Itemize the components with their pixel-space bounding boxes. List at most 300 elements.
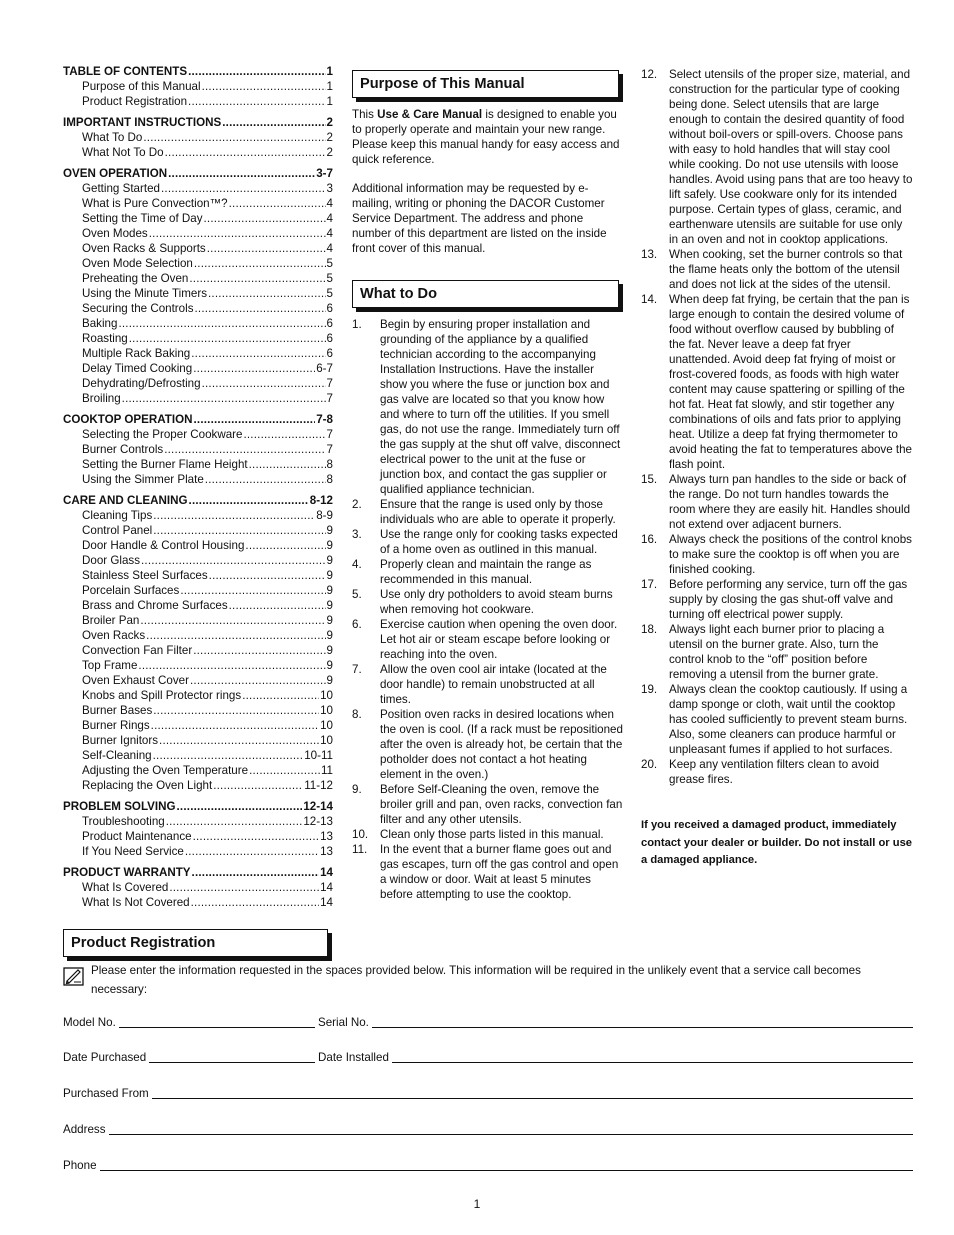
toc-leader-dots	[189, 271, 325, 286]
item-number: 7.	[352, 663, 362, 676]
toc-entry-title: PRODUCT WARRANTY	[63, 866, 191, 879]
left-column	[63, 64, 333, 957]
list-item	[641, 292, 913, 472]
list-item	[352, 827, 624, 842]
item-text: Allow the oven cool air intake (located at the door handle) to remain unobstructed at all times.	[380, 663, 607, 706]
note-writing-icon	[63, 965, 85, 987]
model-number-field[interactable]: Model No.	[63, 1012, 315, 1030]
middle-column	[352, 70, 624, 902]
toc-section-heading[interactable]	[63, 64, 333, 79]
registration-instructions: Please enter the information requested in the spaces provided below. This information will be required in the unlikely event that a service call becomes necessary:	[91, 964, 861, 996]
toc-leader-dots	[209, 568, 326, 583]
toc-entry[interactable]	[63, 688, 333, 703]
toc-entry-page: 11	[320, 764, 333, 777]
toc-entry-title: Top Frame	[82, 659, 138, 672]
toc-entry-page: 9	[326, 569, 333, 582]
item-text: Always turn pan handles to the side or back of the range. Do not turn handles towards the room where they are easily hit. Handles should not extend over adjacent burners.	[669, 473, 911, 531]
toc-entry-page: 11-12	[304, 779, 333, 792]
toc-leader-dots	[222, 115, 325, 130]
toc-entry[interactable]	[63, 829, 333, 844]
toc-entry-title: Knobs and Spill Protector rings	[82, 689, 242, 702]
list-item	[641, 622, 913, 682]
toc-leader-dots	[191, 346, 325, 361]
toc-entry[interactable]	[63, 391, 333, 406]
toc-entry-title: Troubleshooting	[82, 815, 165, 828]
purpose-heading: Purpose of This Manual	[352, 70, 619, 98]
toc-entry[interactable]	[63, 844, 333, 859]
toc-entry-page: 1	[326, 80, 333, 93]
item-text: When deep fat frying, be certain that the pan is large enough to contain the desired volume of food without overflow caused by bubbling of the fat. Never leave a deep fat fryer unattended. Avoid deep fat frying of moist or frost-covered foods, as foods with high water content may cause spattering or spilling of the hot fat. Heat fat slowly, and stir together any combinations of oils and fats prior to applying heat. Utilize a deep fat frying thermometer to avoid heating the fat to temperatures above the flash point.	[669, 293, 912, 471]
toc-entry-title: Replacing the Oven Light	[82, 779, 213, 792]
toc-leader-dots	[122, 391, 326, 406]
list-item	[352, 842, 624, 902]
toc-entry[interactable]	[63, 301, 333, 316]
toc-entry[interactable]	[63, 553, 333, 568]
list-item	[352, 527, 624, 557]
list-item	[352, 497, 624, 527]
item-number: 10.	[352, 828, 369, 841]
item-number: 1.	[352, 318, 362, 331]
toc-leader-dots	[185, 844, 319, 859]
model-number-line[interactable]	[119, 1027, 315, 1028]
registration-intro	[63, 961, 913, 999]
toc-entry[interactable]	[63, 673, 333, 688]
toc-entry[interactable]	[63, 508, 333, 523]
toc-leader-dots	[159, 733, 319, 748]
address-field[interactable]: Address	[63, 1119, 913, 1137]
address-line[interactable]	[109, 1134, 913, 1135]
phone-line[interactable]	[100, 1170, 913, 1171]
item-text: Begin by ensuring proper installation and grounding of the appliance by a qualified technician according to the accompanying Installation Instructions. Have the installer show you where the fuse or junction box and gas valve are located so that you know how and where to turn off the utilities. If you smell gas, do not use the range. Immediately turn off the gas supply at the shut off valve, disconnect electrical power to the unit at the fuse or junction box, and contact the gas supplier or qualified appliance technician.	[380, 318, 621, 496]
manual-name: Use & Care Manual	[377, 108, 483, 121]
item-number: 4.	[352, 558, 362, 571]
toc-section-heading[interactable]	[63, 865, 333, 880]
toc-entry-page: 5	[326, 257, 333, 270]
item-number: 12.	[641, 68, 658, 81]
item-text: Use only dry potholders to avoid steam burns when removing hot cookware.	[380, 588, 613, 616]
toc-entry-page: 9	[326, 674, 333, 687]
toc-entry[interactable]	[63, 286, 333, 301]
toc-leader-dots	[140, 613, 325, 628]
toc-entry[interactable]	[63, 583, 333, 598]
page-number: 1	[473, 1197, 481, 1211]
phone-field[interactable]: Phone	[63, 1155, 913, 1173]
toc-entry-page: 3	[326, 182, 333, 195]
toc-entry-title: Self-Cleaning	[82, 749, 152, 762]
toc-entry-page: 10	[320, 704, 333, 717]
item-number: 3.	[352, 528, 362, 541]
toc-entry-title: Burner Bases	[82, 704, 153, 717]
toc-entry[interactable]	[63, 361, 333, 376]
toc-entry-title: IMPORTANT INSTRUCTIONS	[63, 116, 222, 129]
toc-leader-dots	[161, 181, 326, 196]
item-number: 18.	[641, 623, 658, 636]
toc-entry[interactable]	[63, 427, 333, 442]
toc-entry-page: 4	[326, 242, 333, 255]
toc-entry-title: Getting Started	[82, 182, 160, 195]
toc-entry[interactable]	[63, 613, 333, 628]
toc-entry-title: Multiple Rack Baking	[82, 347, 191, 360]
toc-entry-title: Oven Modes	[82, 227, 148, 240]
toc-leader-dots	[193, 412, 315, 427]
toc-section-heading[interactable]	[63, 166, 333, 181]
toc-entry[interactable]	[63, 79, 333, 94]
date-installed-field[interactable]: Date Installed	[318, 1047, 913, 1065]
toc-entry-page: 9	[326, 644, 333, 657]
toc-leader-dots	[249, 457, 326, 472]
toc-section	[63, 493, 333, 793]
toc-entry-page: 6	[326, 332, 333, 345]
toc-entry-page: 3-7	[316, 167, 333, 180]
item-text: Always light each burner prior to placing a utensil on the burner grate. Also, turn the control knob to the “off” position before removing a utensil from the burner grate.	[669, 623, 885, 681]
toc-leader-dots	[194, 256, 326, 271]
toc-entry-page: 9	[326, 629, 333, 642]
item-text: Select utensils of the proper size, material, and construction for the particular type of cooking being done. Select utensils that are large enough to contain the desired quantity of food without boil-overs or spill-overs. Choose pans with easy to hold handles that will stay cool while cooking. Do not use utensils with loose handles. Avoid using pans that are too heavy to lift safely. Use cookware only for its intended purpose. Certain types of glass, ceramic, and earthenware utensils are suitable for use only in an oven and not in cooktop applications.	[669, 68, 913, 246]
toc-leader-dots	[229, 598, 326, 613]
serial-number-line[interactable]	[372, 1027, 913, 1028]
toc-entry-page: 1	[326, 65, 333, 78]
toc-entry-title: What Is Not Covered	[82, 896, 190, 909]
toc-entry-page: 10	[320, 719, 333, 732]
toc-leader-dots	[242, 688, 319, 703]
toc-entry-page: 6	[326, 317, 333, 330]
toc-entry-title: Burner Rings	[82, 719, 150, 732]
toc-entry[interactable]	[63, 880, 333, 895]
toc-entry-title: Cleaning Tips	[82, 509, 153, 522]
what-to-do-list-part-1	[352, 317, 624, 902]
toc-entry-page: 7	[326, 392, 333, 405]
toc-entry-title: Product Registration	[82, 95, 188, 108]
toc-leader-dots	[138, 658, 325, 673]
toc-entry-page: 7	[326, 443, 333, 456]
what-to-do-heading: What to Do	[352, 280, 619, 308]
toc-leader-dots	[188, 64, 325, 79]
date-installed-line[interactable]	[392, 1062, 913, 1063]
list-item	[641, 532, 913, 577]
toc-entry-page: 4	[326, 212, 333, 225]
item-number: 19.	[641, 683, 658, 696]
table-of-contents	[63, 64, 333, 910]
toc-entry-title: Burner Ignitors	[82, 734, 159, 747]
toc-entry-title: Control Panel	[82, 524, 153, 537]
toc-entry-page: 9	[326, 614, 333, 627]
toc-entry-page: 8	[326, 473, 333, 486]
toc-entry-title: What Not To Do	[82, 146, 164, 159]
toc-leader-dots	[192, 865, 320, 880]
item-text: Position oven racks in desired locations when the oven is cool. (If a rack must be repositioned after the oven is already hot, be certain that the potholder does not contact a hot heating element in the oven.)	[380, 708, 623, 781]
item-text: Clean only those parts listed in this manual.	[380, 828, 604, 841]
toc-entry-page: 9	[326, 599, 333, 612]
toc-entry-page: 4	[326, 227, 333, 240]
toc-leader-dots	[202, 376, 326, 391]
toc-entry[interactable]	[63, 211, 333, 226]
item-number: 2.	[352, 498, 362, 511]
toc-entry[interactable]	[63, 376, 333, 391]
toc-leader-dots	[213, 778, 303, 793]
toc-entry-page: 8-9	[316, 509, 333, 522]
damaged-product-warning: If you received a damaged product, immediately contact your dealer or builder. Do not install or use a damaged appliance.	[641, 819, 913, 866]
list-item	[352, 587, 624, 617]
item-text: Before Self-Cleaning the oven, remove the broiler grill and pan, oven racks, convection fan filter and any other utensils.	[380, 783, 623, 826]
toc-entry[interactable]	[63, 643, 333, 658]
toc-entry-page: 14	[320, 866, 333, 879]
toc-entry-title: Burner Controls	[82, 443, 164, 456]
toc-entry[interactable]	[63, 241, 333, 256]
toc-leader-dots	[204, 211, 326, 226]
toc-entry-page: 7	[326, 428, 333, 441]
toc-section	[63, 799, 333, 859]
item-text: Properly clean and maintain the range as recommended in this manual.	[380, 558, 592, 586]
toc-leader-dots	[180, 583, 325, 598]
item-number: 9.	[352, 783, 362, 796]
toc-entry[interactable]	[63, 718, 333, 733]
toc-entry[interactable]	[63, 130, 333, 145]
toc-entry[interactable]	[63, 598, 333, 613]
toc-entry-page: 13	[320, 830, 333, 843]
toc-leader-dots	[168, 166, 315, 181]
toc-leader-dots	[193, 361, 315, 376]
item-text: Always check the positions of the control knobs to make sure the cooktop is off when you are finished cooking.	[669, 533, 912, 576]
toc-section	[63, 115, 333, 160]
toc-leader-dots	[245, 538, 325, 553]
toc-entry-title: Securing the Controls	[82, 302, 194, 315]
item-text: Use the range only for cooking tasks expected of a home oven as outlined in this manual.	[380, 528, 618, 556]
toc-entry-title: Roasting	[82, 332, 128, 345]
toc-entry-title: Using the Simmer Plate	[82, 473, 204, 486]
item-number: 16.	[641, 533, 658, 546]
toc-entry-page: 9	[326, 659, 333, 672]
toc-entry-title: Baking	[82, 317, 118, 330]
toc-entry-page: 6	[326, 347, 333, 360]
toc-section-heading[interactable]	[63, 493, 333, 508]
toc-entry[interactable]	[63, 271, 333, 286]
list-item	[641, 472, 913, 532]
toc-entry[interactable]	[63, 814, 333, 829]
list-item	[641, 757, 913, 787]
toc-entry-page: 9	[326, 524, 333, 537]
toc-leader-dots	[166, 814, 303, 829]
toc-leader-dots	[193, 643, 325, 658]
toc-entry-page: 14	[320, 896, 333, 909]
toc-entry-page: 6-7	[316, 362, 333, 375]
toc-leader-dots	[141, 553, 326, 568]
toc-entry[interactable]	[63, 658, 333, 673]
toc-entry-page: 2	[326, 131, 333, 144]
list-item	[641, 247, 913, 292]
toc-entry[interactable]	[63, 226, 333, 241]
item-number: 14.	[641, 293, 658, 306]
toc-leader-dots	[153, 748, 304, 763]
what-to-do-list-part-2	[641, 67, 913, 787]
toc-entry-page: 13	[320, 845, 333, 858]
toc-section-heading[interactable]	[63, 799, 333, 814]
toc-entry[interactable]	[63, 778, 333, 793]
toc-entry[interactable]	[63, 316, 333, 331]
toc-entry-page: 8	[326, 458, 333, 471]
toc-entry[interactable]	[63, 145, 333, 160]
toc-entry-title: Broiler Pan	[82, 614, 140, 627]
toc-section	[63, 865, 333, 910]
toc-entry-page: 10	[320, 734, 333, 747]
toc-entry-title: Using the Minute Timers	[82, 287, 208, 300]
toc-entry[interactable]	[63, 748, 333, 763]
toc-leader-dots	[153, 523, 325, 538]
toc-entry-title: Porcelain Surfaces	[82, 584, 180, 597]
toc-leader-dots	[202, 79, 326, 94]
toc-entry-title: Dehydrating/Defrosting	[82, 377, 201, 390]
toc-leader-dots	[193, 829, 320, 844]
purpose-paragraph-2: Additional information may be requested by e-mailing, writing or phoning the DACOR Customer Service Department. The address and phone number of this department are listed on the inside front cover of this manual.	[352, 182, 607, 255]
toc-entry[interactable]	[63, 895, 333, 910]
list-item	[641, 577, 913, 622]
toc-entry-page: 9	[326, 539, 333, 552]
toc-leader-dots	[205, 472, 326, 487]
toc-entry-page: 12-13	[303, 815, 333, 828]
toc-leader-dots	[191, 895, 319, 910]
toc-section-heading[interactable]	[63, 115, 333, 130]
toc-entry-title: PROBLEM SOLVING	[63, 800, 176, 813]
toc-entry-page: 8-12	[309, 494, 333, 507]
toc-entry-title: What is Pure Convection™?	[82, 197, 228, 210]
toc-entry-title: Delay Timed Cooking	[82, 362, 193, 375]
toc-entry[interactable]	[63, 523, 333, 538]
item-text: Before performing any service, turn off the gas supply by closing the gas shut-off valve and turning off electrical power supply.	[669, 578, 908, 621]
toc-entry[interactable]	[63, 196, 333, 211]
toc-entry-title: Setting the Time of Day	[82, 212, 203, 225]
toc-entry-page: 9	[326, 554, 333, 567]
toc-leader-dots	[149, 226, 326, 241]
item-number: 15.	[641, 473, 658, 486]
toc-entry-page: 7	[326, 377, 333, 390]
toc-entry-title: Purpose of this Manual	[82, 80, 201, 93]
purchased-from-line[interactable]	[152, 1098, 913, 1099]
item-text: Ensure that the range is used only by those individuals who are able to operate it properly.	[380, 498, 616, 526]
date-purchased-field[interactable]: Date Purchased	[63, 1047, 315, 1065]
toc-entry-title: Oven Racks & Supports	[82, 242, 206, 255]
toc-leader-dots	[151, 718, 319, 733]
toc-leader-dots	[153, 703, 319, 718]
toc-section	[63, 166, 333, 406]
toc-entry-title: Oven Racks	[82, 629, 146, 642]
toc-entry-page: 12-14	[303, 800, 333, 813]
toc-entry-page: 4	[326, 197, 333, 210]
product-registration-heading: Product Registration	[63, 929, 328, 957]
toc-entry-page: 14	[320, 881, 333, 894]
toc-leader-dots	[243, 427, 325, 442]
toc-leader-dots	[189, 493, 309, 508]
toc-entry-title: Door Handle & Control Housing	[82, 539, 245, 552]
toc-entry-title: TABLE OF CONTENTS	[63, 65, 188, 78]
toc-leader-dots	[153, 508, 315, 523]
list-item	[641, 67, 913, 247]
toc-entry-page: 10-11	[304, 749, 333, 762]
toc-leader-dots	[207, 241, 326, 256]
toc-entry[interactable]	[63, 733, 333, 748]
toc-leader-dots	[190, 673, 326, 688]
item-text: Always clean the cooktop cautiously. If using a damp sponge or cloth, wait until the cooktop has cooled sufficiently to prevent steam burns. Also, some cleaners can produce harmful or unpleasant fumes if applied to hot surfaces.	[669, 683, 908, 756]
toc-leader-dots	[229, 196, 326, 211]
toc-entry[interactable]	[63, 472, 333, 487]
list-item	[352, 317, 624, 497]
right-column	[641, 67, 913, 870]
toc-entry-title: Convection Fan Filter	[82, 644, 193, 657]
toc-entry[interactable]	[63, 568, 333, 583]
list-item	[352, 557, 624, 587]
toc-entry-title: What To Do	[82, 131, 143, 144]
toc-entry-title: Oven Mode Selection	[82, 257, 193, 270]
toc-entry-title: Selecting the Proper Cookware	[82, 428, 243, 441]
item-number: 13.	[641, 248, 658, 261]
toc-leader-dots	[195, 301, 326, 316]
toc-leader-dots	[165, 145, 326, 160]
toc-leader-dots	[169, 880, 319, 895]
list-item	[352, 617, 624, 662]
toc-entry-title: Door Glass	[82, 554, 140, 567]
toc-leader-dots	[249, 763, 320, 778]
toc-leader-dots	[177, 799, 303, 814]
toc-section-heading[interactable]	[63, 412, 333, 427]
item-number: 6.	[352, 618, 362, 631]
toc-entry[interactable]	[63, 346, 333, 361]
toc-leader-dots	[164, 442, 325, 457]
toc-entry-title: Broiling	[82, 392, 121, 405]
toc-entry-title: COOKTOP OPERATION	[63, 413, 193, 426]
purchased-from-field[interactable]: Purchased From	[63, 1083, 913, 1101]
toc-entry-page: 9	[326, 584, 333, 597]
list-item	[352, 782, 624, 827]
toc-entry-title: If You Need Service	[82, 845, 184, 858]
toc-leader-dots	[188, 94, 326, 109]
toc-entry[interactable]	[63, 331, 333, 346]
toc-entry[interactable]	[63, 703, 333, 718]
item-number: 5.	[352, 588, 362, 601]
toc-entry-page: 5	[326, 287, 333, 300]
toc-entry[interactable]	[63, 181, 333, 196]
toc-entry-title: Setting the Burner Flame Height	[82, 458, 248, 471]
toc-entry-title: Preheating the Oven	[82, 272, 189, 285]
toc-entry-title: What Is Covered	[82, 881, 169, 894]
toc-entry-title: Brass and Chrome Surfaces	[82, 599, 228, 612]
serial-number-field[interactable]: Serial No.	[318, 1012, 913, 1030]
item-text: Exercise caution when opening the oven door. Let hot air or steam escape before looking or reaching into the oven.	[380, 618, 618, 661]
toc-entry[interactable]	[63, 457, 333, 472]
toc-entry-title: OVEN OPERATION	[63, 167, 168, 180]
toc-entry-page: 5	[326, 272, 333, 285]
toc-entry[interactable]	[63, 94, 333, 109]
toc-entry-title: Product Maintenance	[82, 830, 192, 843]
toc-entry-page: 6	[326, 302, 333, 315]
list-item	[352, 707, 624, 782]
toc-entry[interactable]	[63, 256, 333, 271]
toc-entry-title: Adjusting the Oven Temperature	[82, 764, 249, 777]
toc-section	[63, 64, 333, 109]
toc-entry-page: 10	[320, 689, 333, 702]
toc-entry-title: Oven Exhaust Cover	[82, 674, 189, 687]
toc-entry[interactable]	[63, 442, 333, 457]
list-item	[352, 662, 624, 707]
toc-leader-dots	[143, 130, 325, 145]
toc-leader-dots	[129, 331, 326, 346]
toc-section	[63, 412, 333, 487]
toc-entry[interactable]	[63, 763, 333, 778]
item-number: 11.	[352, 843, 368, 856]
toc-entry[interactable]	[63, 628, 333, 643]
purpose-paragraph-1: This Use & Care Manual is designed to enable you to properly operate and maintain your new range. Please keep this manual handy for easy access and quick reference.	[352, 108, 620, 166]
toc-entry-page: 7-8	[316, 413, 333, 426]
date-purchased-line[interactable]	[149, 1062, 315, 1063]
toc-entry[interactable]	[63, 538, 333, 553]
item-number: 8.	[352, 708, 362, 721]
